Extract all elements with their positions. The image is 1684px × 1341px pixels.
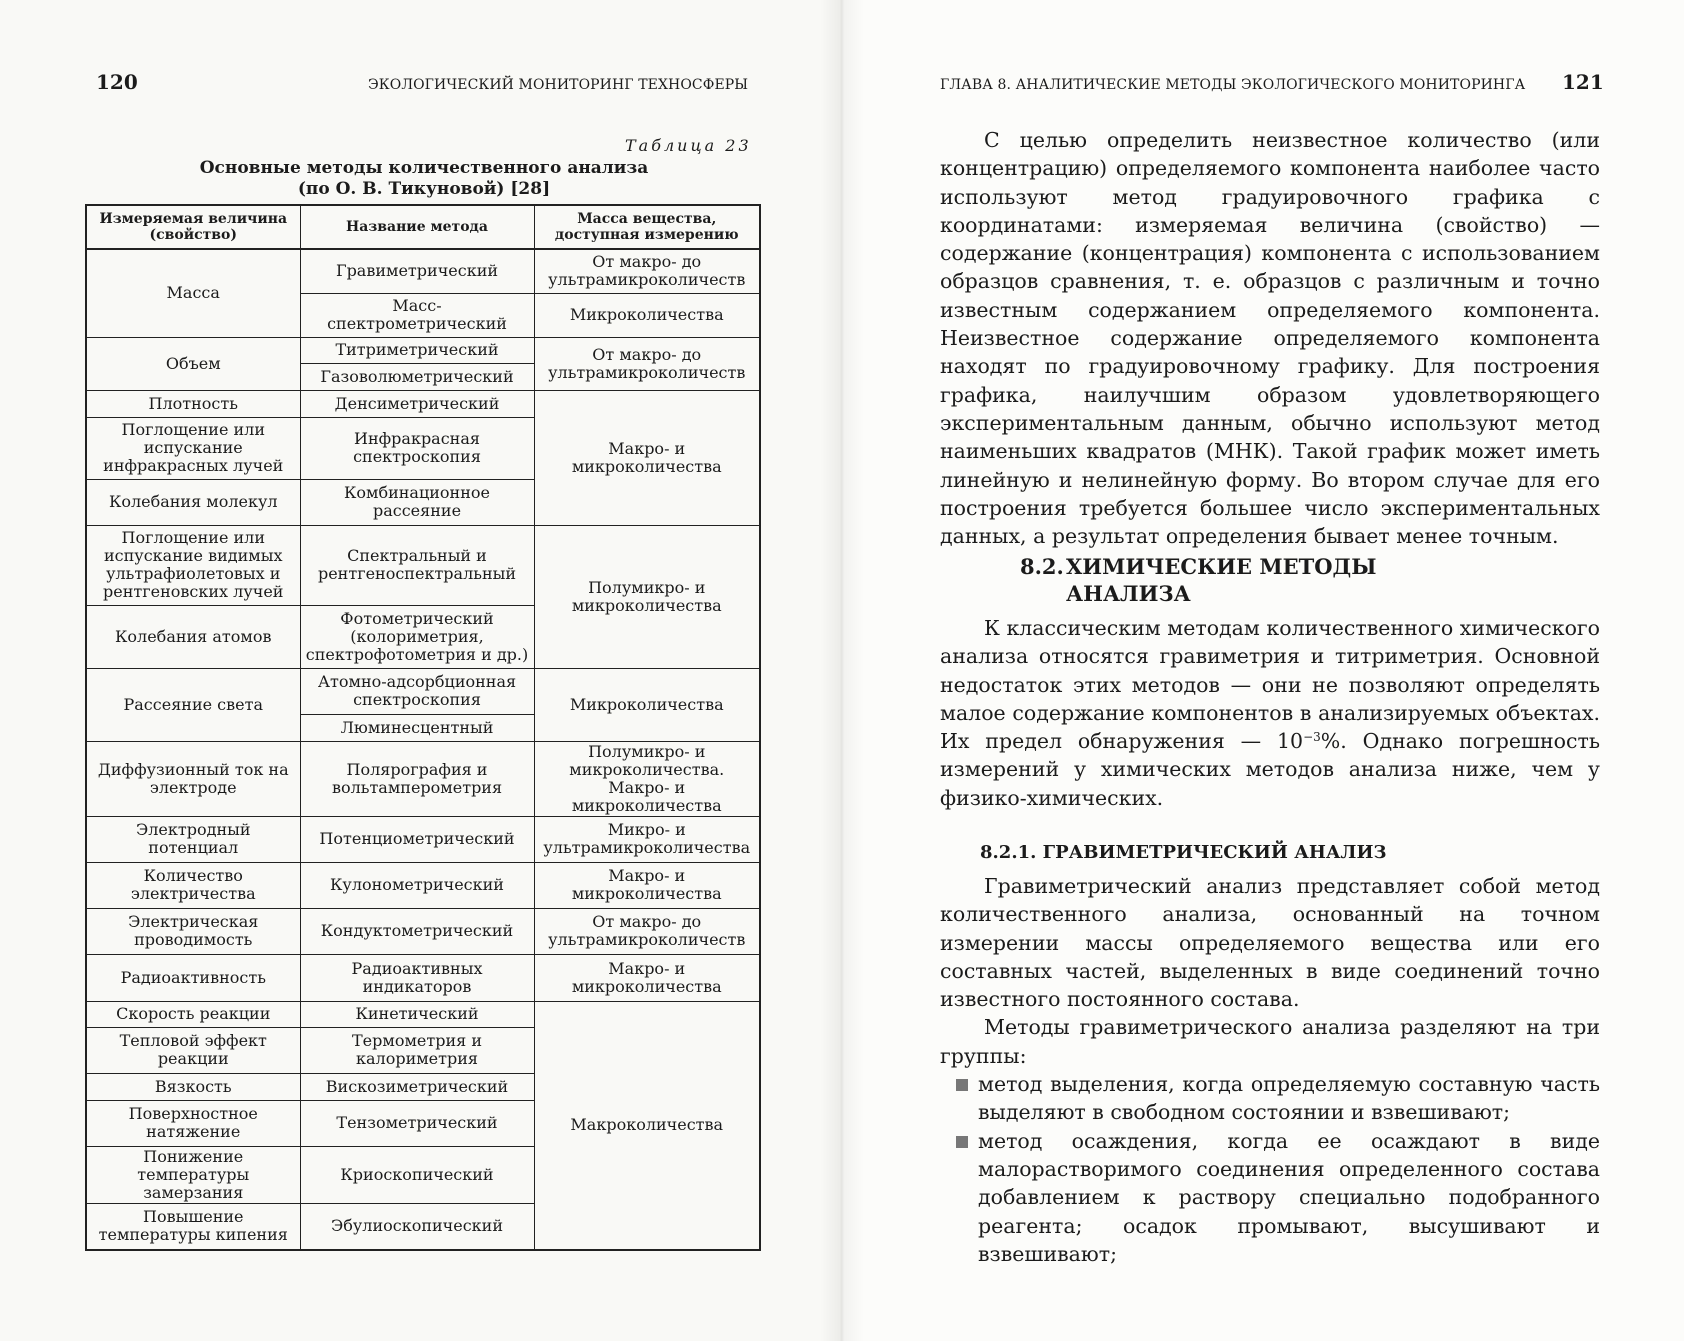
- header-cell: Название метода: [300, 205, 534, 249]
- table-cell: Денсиметрический: [300, 390, 534, 417]
- table-cell: Кулонометрический: [300, 862, 534, 908]
- section-paragraph-block: [940, 614, 1600, 812]
- table-cell: Макро- и микроколичества: [534, 954, 760, 1001]
- section-title-line2: АНАЛИЗА: [1066, 581, 1191, 606]
- intro-paragraph-block: [940, 126, 1600, 550]
- table-cell: Гравиметрический: [300, 249, 534, 293]
- table-cell: Люминесцентный: [300, 714, 534, 741]
- table-row: [86, 390, 760, 417]
- table-cell: Фотометрический (колориметрия, спектрофотометрия и др.): [300, 605, 534, 668]
- table-cell: От макро- до ультрамикроколичеств: [534, 337, 760, 390]
- section-number: 8.2.: [1020, 554, 1064, 579]
- table-cell: Потенциометрический: [300, 816, 534, 862]
- table-cell: Плотность: [86, 390, 300, 417]
- intro-paragraph: С целью определить неизвестное количество (или концентрацию) определяемого компонента наиболее часто используют метод градуировочного графика с координатами: измеряемая величина (свойство) — содержание (концентрация) компонента с использованием образцов сравнения, т. е. образцов с различным и точно известным содержанием определяемого компонента. Неизвестное содержание определяемого компонента находят по градуировочному графику. Для построения графика, наилучшим образом удовлетворяющего экспериментальным данным, обычно используют метод наименьших квадратов (МНК). Такой график может иметь линейную и нелинейную форму. Во втором случае для его построения требуется большее число экспериментальных данных, а результат определения бывает менее точным.: [940, 128, 1600, 549]
- subsection-heading: 8.2.1. ГРАВИМЕТРИЧЕСКИЙ АНАЛИЗ: [980, 842, 1387, 863]
- table-row: [86, 954, 760, 1001]
- table-cell: От макро- до ультрамикроколичеств: [534, 249, 760, 293]
- table-cell: Диффузионный ток на электроде: [86, 741, 300, 816]
- table-row: [86, 337, 760, 363]
- table-cell: Комбинационное рассеяние: [300, 479, 534, 525]
- gravimetric-paragraph: Гравиметрический анализ представляет собой метод количественного анализа, основанный на точном измерении массы определяемого вещества или его составных частей, выделенных в виде соединений точно известного постоянного состава.: [940, 874, 1600, 1012]
- table-cell: Микроколичества: [534, 293, 760, 337]
- table-cell: Микро- и ультрамикроколичества: [534, 816, 760, 862]
- table-cell: Поглощение или испускание видимых ультрафиолетовых и рентгеновских лучей: [86, 525, 300, 605]
- table-cell: Тепловой эффект реакции: [86, 1027, 300, 1073]
- table-cell: От макро- до ультрамикроколичеств: [534, 908, 760, 954]
- list-item-text: метод осаждения, когда ее осаждают в виде малорастворимого соединения определенного состава добавлением к раствору специально подобранного реагента; осадок промывают, высушивают и взвешивают;: [978, 1128, 1600, 1266]
- table-cell: Колебания атомов: [86, 605, 300, 668]
- page-number-left: 120: [96, 70, 138, 94]
- table-cell: Количество электричества: [86, 862, 300, 908]
- table-row: [86, 525, 760, 605]
- table-cell: Макро- и микроколичества: [534, 862, 760, 908]
- table-cell: Кондуктометрический: [300, 908, 534, 954]
- section-paragraph-start: К классическим методам количественного химического анализа относятся гравиметрия и титриметрия. Основной недостаток этих методов — они не позволяют определять малое содержание компонентов в анализируемых объектах. Их предел обнаружения — 10: [940, 616, 1600, 754]
- table-row: [86, 668, 760, 714]
- table-cell: Инфракрасная спектроскопия: [300, 417, 534, 479]
- table-cell: Радиоактивность: [86, 954, 300, 1001]
- table-cell: Кинетический: [300, 1001, 534, 1027]
- table-cell: Полумикро- и микроколичества: [534, 525, 760, 668]
- table-cell: Электрическая проводимость: [86, 908, 300, 954]
- table-cell: Вязкость: [86, 1073, 300, 1100]
- section-paragraph-exponent: −3: [1303, 730, 1321, 745]
- page-number-right: 121: [1562, 70, 1604, 94]
- table-cell: Вискозиметрический: [300, 1073, 534, 1100]
- header-cell: Масса вещества, доступная измерению: [534, 205, 760, 249]
- table-row: [86, 908, 760, 954]
- header-cell: Измеряемая величина (свойство): [86, 205, 300, 249]
- methods-bullet-list: [940, 1070, 1600, 1268]
- square-bullet-icon: [956, 1136, 968, 1148]
- table-row: [86, 1001, 760, 1027]
- table-label: Таблица 23: [625, 136, 752, 155]
- table-cell: Колебания молекул: [86, 479, 300, 525]
- groups-paragraph: Методы гравиметрического анализа разделяют на три группы:: [940, 1015, 1600, 1068]
- table-cell: Атомно-адсорбционная спектроскопия: [300, 668, 534, 714]
- gravimetric-block: [940, 872, 1600, 1268]
- table-cell: Скорость реакции: [86, 1001, 300, 1027]
- table-title-block: [90, 158, 758, 200]
- list-item: [940, 1127, 1600, 1268]
- table-cell: Макро- и микроколичества: [534, 390, 760, 525]
- table-cell: Термометрия и калориметрия: [300, 1027, 534, 1073]
- table-cell: Криоскопический: [300, 1146, 534, 1203]
- table-cell: Радиоактивных индикаторов: [300, 954, 534, 1001]
- table-cell: Понижение температуры замерзания: [86, 1146, 300, 1203]
- table-row: [86, 249, 760, 293]
- table-cell: Тензометрический: [300, 1100, 534, 1146]
- table-cell: Титриметрический: [300, 337, 534, 363]
- table-cell: Объем: [86, 337, 300, 390]
- table-cell: Микроколичества: [534, 668, 760, 741]
- table-cell: Полумикро- и микроколичества. Макро- и микроколичества: [534, 741, 760, 816]
- section-paragraph-end: %. Однако погрешность измерений у химических методов анализа ниже, чем у физико-химических.: [940, 729, 1600, 810]
- table-cell: Газоволюметрический: [300, 363, 534, 390]
- table-cell: Макроколичества: [534, 1001, 760, 1250]
- section-heading: [1020, 553, 1376, 607]
- table-cell: Масса: [86, 249, 300, 337]
- table-cell: Повышение температуры кипения: [86, 1203, 300, 1250]
- running-head-left: ЭКОЛОГИЧЕСКИЙ МОНИТОРИНГ ТЕХНОСФЕРЫ: [368, 77, 749, 93]
- table-cell: Электродный потенциал: [86, 816, 300, 862]
- table-row: [86, 816, 760, 862]
- table-cell: Поверхностное натяжение: [86, 1100, 300, 1146]
- section-paragraph: [940, 614, 1600, 812]
- section-title-line1: ХИМИЧЕСКИЕ МЕТОДЫ: [1066, 554, 1377, 579]
- table-cell: Рассеяние света: [86, 668, 300, 741]
- table-row: [86, 862, 760, 908]
- table-title: Основные методы количественного анализа: [199, 158, 649, 178]
- table-cell: Спектральный и рентгеноспектральный: [300, 525, 534, 605]
- list-item-text: метод выделения, когда определяемую составную часть выделяют в свободном состоянии и взвешивают;: [978, 1072, 1600, 1125]
- running-head-right: ГЛАВА 8. АНАЛИТИЧЕСКИЕ МЕТОДЫ ЭКОЛОГИЧЕСКОГО МОНИТОРИНГА: [940, 77, 1526, 93]
- table-cell: Эбулиоскопический: [300, 1203, 534, 1250]
- methods-table: [85, 204, 761, 1251]
- list-item: [940, 1070, 1600, 1127]
- table-row: [86, 741, 760, 816]
- table-cell: Поглощение или испускание инфракрасных лучей: [86, 417, 300, 479]
- table-header-row: [86, 205, 760, 249]
- square-bullet-icon: [956, 1079, 968, 1091]
- table-cell: Масс-спектрометрический: [300, 293, 534, 337]
- table-subtitle: (по О. В. Тикуновой) [28]: [297, 179, 551, 199]
- table-cell: Полярография и вольтамперометрия: [300, 741, 534, 816]
